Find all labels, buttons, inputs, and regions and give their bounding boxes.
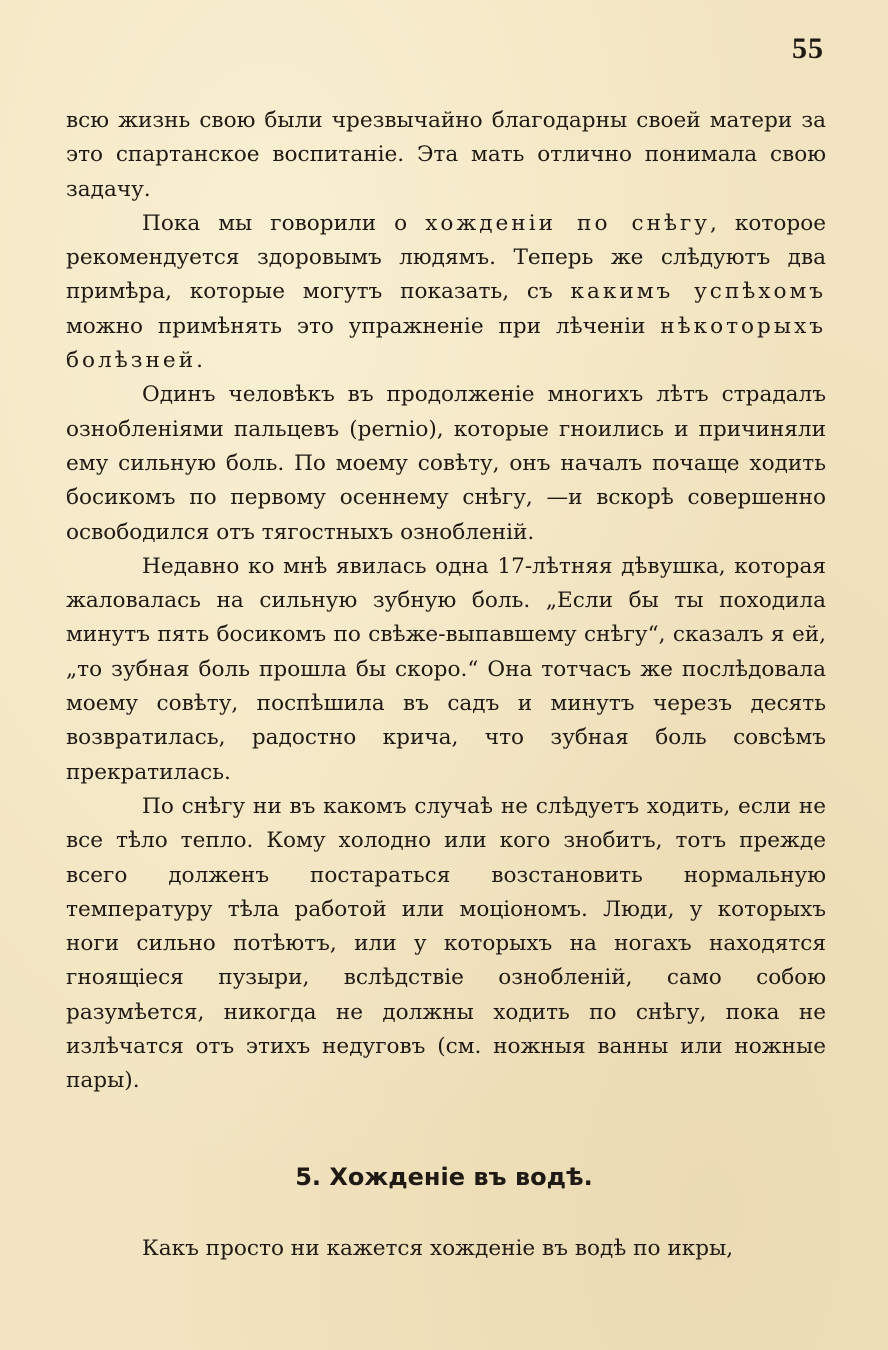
emphasis-text: хожденіи по снѣгу xyxy=(425,210,711,236)
emphasis-text: какимъ успѣхомъ xyxy=(570,279,826,305)
paragraph-3 xyxy=(66,378,826,549)
body-text xyxy=(66,104,826,1099)
paragraph-text: По снѣгу ни въ какомъ случаѣ не слѣдуетъ ходить, если не все тѣло тепло. Кому холодно или кого знобитъ, тотъ прежде всего долженъ постараться возстановить нормальную температуру тѣла работой или моціономъ. Люди, у которыхъ ноги сильно потѣютъ, или у которыхъ на ногахъ находятся гноящіеся пузыри, вслѣдствіе ознобленій, само собою разумѣется, никогда не должны ходить по снѣгу, пока не излѣчатся отъ этихъ недуговъ (см. ножныя ванны или ножные пары). xyxy=(66,793,826,1094)
paragraph-text: Одинъ человѣкъ въ продолженіе многихъ лѣтъ страдалъ ознобленіями пальцевъ (pernio), которые гноились и причиняли ему сильную боль. По моему совѣту, онъ началъ почаще ходить босикомъ по первому осеннему снѣгу, —и вскорѣ совершенно освободился отъ тягостныхъ ознобленій. xyxy=(66,382,826,545)
paragraph-5 xyxy=(66,790,826,1099)
paragraph-1 xyxy=(66,104,826,207)
paragraph-text: . xyxy=(196,348,203,374)
paragraph-4 xyxy=(66,550,826,790)
paragraph-text: всю жизнь свою были чрезвычайно благодарны своей матери за это спартанское воспитаніе. Эта мать отлично понимала свою задачу. xyxy=(66,108,826,202)
paragraph-text: можно примѣнять это упражненіе при лѣченіи xyxy=(66,313,661,339)
section-heading: 5. Хожденіе въ водѣ. xyxy=(295,1163,593,1191)
page-number: 55 xyxy=(792,32,824,65)
paragraph-text: Пока мы говорили о xyxy=(142,210,426,236)
continuation-line: Какъ просто ни кажется хожденіе въ водѣ по икры, xyxy=(142,1236,734,1261)
paragraph-text: Недавно ко мнѣ явилась одна 17-лѣтняя дѣвушка, которая жаловалась на сильную зубную боль. „Если бы ты походила минутъ пять босикомъ по свѣже-выпавшему снѣгу“, сказалъ я ей, „то зубная боль прошла бы скоро.“ Она тотчасъ же послѣдовала моему совѣту, поспѣшила въ садъ и минутъ черезъ десять возвратилась, радостно крича, что зубная боль совсѣмъ прекратилась. xyxy=(66,553,826,785)
paragraph-text: , которое рекомендуется здоровымъ людямъ. Теперь же слѣдуютъ два примѣра, которые могутъ показать, съ xyxy=(66,210,826,305)
emphasis-text: нѣкоторыхъ болѣзней xyxy=(66,313,826,374)
paragraph-2 xyxy=(66,207,826,378)
